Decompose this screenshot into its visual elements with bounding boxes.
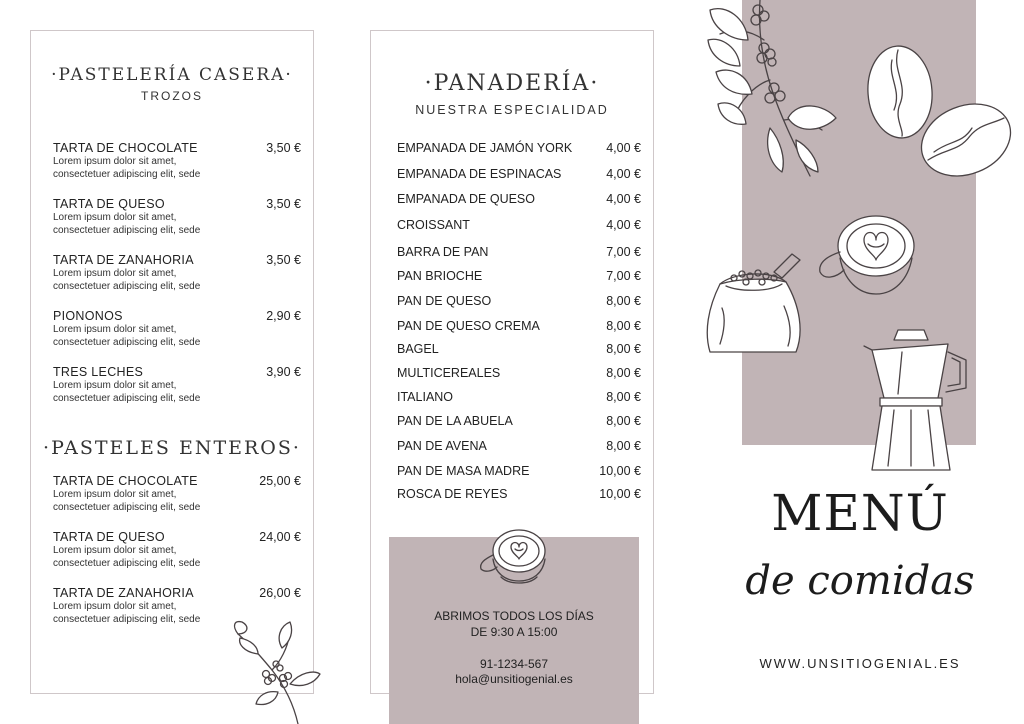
item-desc: consectetuer adipiscing elit, sede — [53, 225, 201, 236]
item-name: TARTA DE QUESO — [53, 197, 165, 211]
list-item — [397, 414, 641, 428]
item-name: EMPANADA DE ESPINACAS — [397, 167, 562, 181]
item-name: TARTA DE ZANAHORIA — [53, 253, 194, 267]
list-item — [397, 245, 641, 259]
coffee-bean-icon — [862, 44, 1012, 184]
item-name: EMPANADA DE JAMÓN YORK — [397, 141, 573, 155]
hours-line2: DE 9:30 A 15:00 — [470, 625, 558, 639]
item-desc: Lorem ipsum dolor sit amet, — [53, 601, 177, 612]
item-price: 10,00 € — [599, 464, 641, 478]
item-price: 8,00 € — [606, 414, 641, 428]
pasteleria-panel — [30, 30, 314, 694]
panaderia-subtitle: NUESTRA ESPECIALIDAD — [415, 103, 609, 117]
item-price: 26,00 € — [259, 586, 301, 600]
list-item — [397, 294, 641, 308]
item-name: PAN BRIOCHE — [397, 269, 483, 283]
pasteles-title: ·PASTELES ENTEROS· — [43, 437, 301, 459]
moka-pot-icon — [862, 326, 972, 474]
item-price: 4,00 € — [606, 192, 641, 206]
list-item — [397, 487, 641, 501]
item-desc: Lorem ipsum dolor sit amet, — [53, 156, 177, 167]
list-item — [397, 342, 641, 356]
menu-item — [53, 253, 301, 293]
item-name: PAN DE AVENA — [397, 439, 487, 453]
item-name: TRES LECHES — [53, 365, 144, 379]
hours-box — [389, 537, 639, 724]
menu-item — [53, 309, 301, 349]
latte-cup-icon — [475, 529, 555, 587]
item-price: 4,00 € — [606, 141, 641, 155]
item-name: PAN DE QUESO CREMA — [397, 319, 540, 333]
menu-item — [53, 474, 301, 514]
coffee-sack-icon — [700, 248, 810, 358]
list-item — [397, 218, 641, 232]
email-address: hola@unsitiogenial.es — [455, 672, 573, 686]
menu-item — [53, 530, 301, 570]
item-desc: consectetuer adipiscing elit, sede — [53, 393, 201, 404]
item-name: PAN DE LA ABUELA — [397, 414, 513, 428]
item-desc: Lorem ipsum dolor sit amet, — [53, 489, 177, 500]
item-price: 2,90 € — [266, 309, 301, 323]
item-price: 8,00 € — [606, 294, 641, 308]
item-price: 7,00 € — [606, 269, 641, 283]
panaderia-title: ·PANADERÍA· — [424, 71, 600, 96]
item-price: 3,90 € — [266, 365, 301, 379]
item-price: 8,00 € — [606, 342, 641, 356]
item-name: PAN DE MASA MADRE — [397, 464, 530, 478]
menu-item — [53, 197, 301, 237]
item-desc: Lorem ipsum dolor sit amet, — [53, 380, 177, 391]
menu-subtitle: de comidas — [745, 558, 975, 604]
item-desc: consectetuer adipiscing elit, sede — [53, 614, 201, 625]
item-price: 4,00 € — [606, 218, 641, 232]
list-item — [397, 269, 641, 283]
hours-line1: ABRIMOS TODOS LOS DÍAS — [434, 609, 594, 623]
item-desc: consectetuer adipiscing elit, sede — [53, 281, 201, 292]
item-name: PAN DE QUESO — [397, 294, 492, 308]
item-price: 3,50 € — [266, 141, 301, 155]
item-price: 8,00 € — [606, 319, 641, 333]
item-desc: consectetuer adipiscing elit, sede — [53, 502, 201, 513]
list-item — [397, 141, 641, 155]
item-price: 24,00 € — [259, 530, 301, 544]
coffee-branch-icon — [228, 618, 323, 724]
item-name: PIONONOS — [53, 309, 123, 323]
item-name: TARTA DE QUESO — [53, 530, 165, 544]
list-item — [397, 319, 641, 333]
item-name: EMPANADA DE QUESO — [397, 192, 535, 206]
item-name: MULTICEREALES — [397, 366, 501, 380]
item-desc: Lorem ipsum dolor sit amet, — [53, 212, 177, 223]
latte-cup-icon — [816, 210, 916, 300]
item-price: 10,00 € — [599, 487, 641, 501]
item-price: 8,00 € — [606, 366, 641, 380]
list-item — [397, 167, 641, 181]
item-desc: Lorem ipsum dolor sit amet, — [53, 545, 177, 556]
pasteleria-subtitle: TROZOS — [141, 89, 203, 103]
phone-number: 91-1234-567 — [479, 657, 549, 671]
item-price: 3,50 € — [266, 197, 301, 211]
item-price: 8,00 € — [606, 390, 641, 404]
item-desc: Lorem ipsum dolor sit amet, — [53, 324, 177, 335]
item-name: ROSCA DE REYES — [397, 487, 508, 501]
item-name: TARTA DE ZANAHORIA — [53, 586, 194, 600]
item-desc: consectetuer adipiscing elit, sede — [53, 558, 201, 569]
item-desc: Lorem ipsum dolor sit amet, — [53, 268, 177, 279]
item-price: 4,00 € — [606, 167, 641, 181]
menu-title: MENÚ — [771, 484, 949, 542]
list-item — [397, 192, 641, 206]
item-price: 3,50 € — [266, 253, 301, 267]
coffee-branch-icon — [700, 0, 840, 180]
item-name: BARRA DE PAN — [397, 245, 489, 259]
item-desc: consectetuer adipiscing elit, sede — [53, 169, 201, 180]
list-item — [397, 366, 641, 380]
list-item — [397, 439, 641, 453]
list-item — [397, 390, 641, 404]
pasteleria-title: ·PASTELERÍA CASERA· — [51, 65, 293, 85]
item-desc: consectetuer adipiscing elit, sede — [53, 337, 201, 348]
item-name: ITALIANO — [397, 390, 454, 404]
item-name: TARTA DE CHOCOLATE — [53, 141, 198, 155]
item-name: TARTA DE CHOCOLATE — [53, 474, 198, 488]
website-url[interactable]: WWW.UNSITIOGENIAL.ES — [759, 656, 961, 671]
list-item — [397, 464, 641, 478]
item-name: CROISSANT — [397, 218, 470, 232]
item-price: 25,00 € — [259, 474, 301, 488]
menu-item — [53, 365, 301, 405]
menu-item — [53, 141, 301, 181]
item-price: 8,00 € — [606, 439, 641, 453]
item-name: BAGEL — [397, 342, 439, 356]
item-price: 7,00 € — [606, 245, 641, 259]
